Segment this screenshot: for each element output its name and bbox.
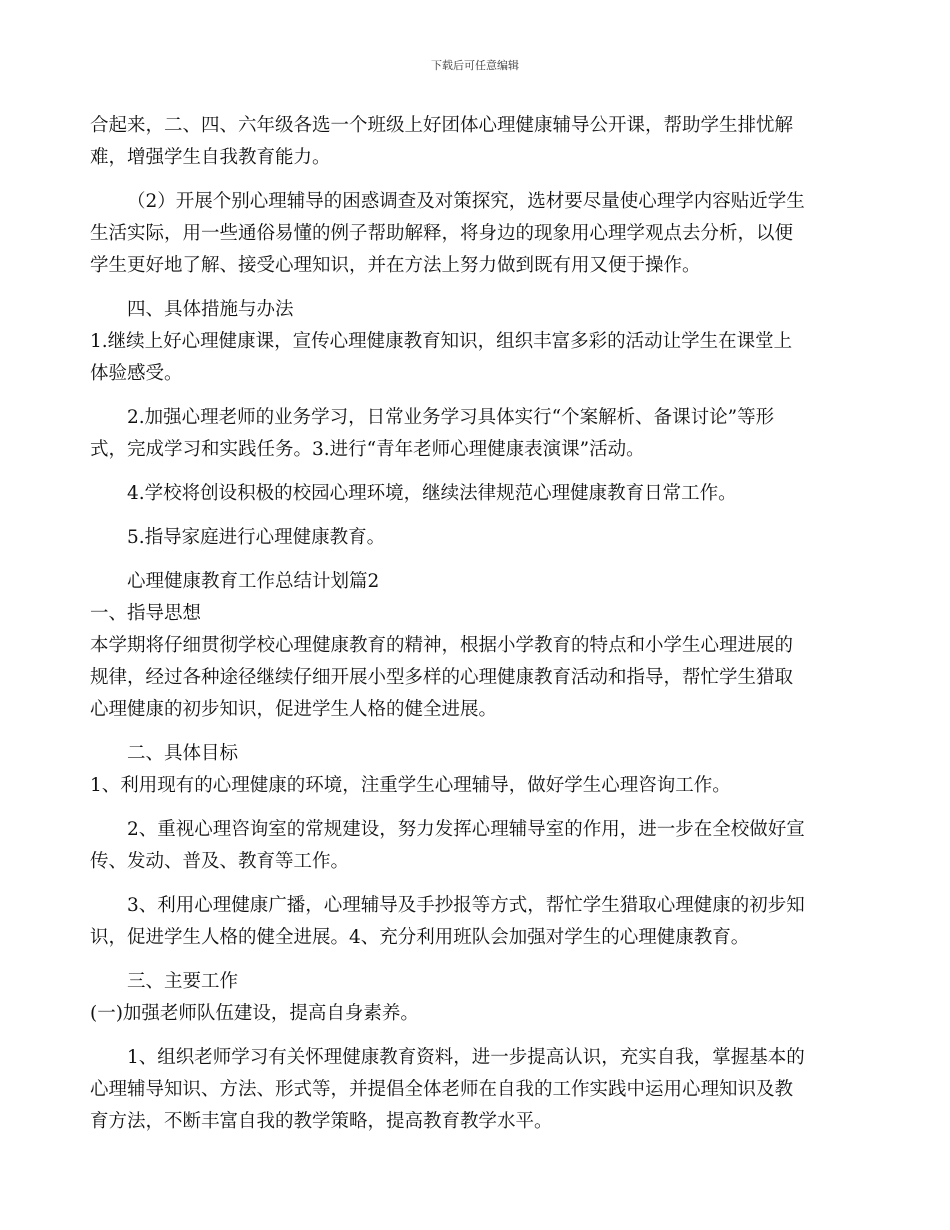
text-line: 识，促进学生人格的健全进展。4、充分利用班队会加强对学生的心理健康教育。 [90,927,750,948]
section-heading: 四、具体措施与办法 [127,299,294,320]
text-line: 心理健康的初步知识，促进学生人格的健全进展。 [90,699,498,720]
text-line: 传、发动、普及、教育等工作。 [90,851,350,872]
text-line: 育方法，不断丰富自我的教学策略，提高教育教学水平。 [90,1111,553,1132]
text-line: 体验感受。 [90,363,183,384]
text-line: 5.指导家庭进行心理健康教育。 [127,527,386,548]
text-line: (一)加强老师队伍建设，提高自身素养。 [90,1003,419,1024]
page-header: 下载后可任意编辑 [431,59,519,72]
text-line: 合起来，二、四、六年级各选一个班级上好团体心理健康辅导公开课，帮助学生排忧解 [90,115,794,136]
text-line: 2、重视心理咨询室的常规建设，努力发挥心理辅导室的作用，进一步在全校做好宣 [127,819,805,840]
text-line: 1、利用现有的心理健康的环境，注重学生心理辅导，做好学生心理咨询工作。 [90,775,731,796]
text-line: （2）开展个别心理辅导的困惑调查及对策探究，选材要尽量使心理学内容贴近学生 [127,191,805,212]
text-line: 难，增强学生自我教育能力。 [90,147,331,168]
text-line: 2.加强心理老师的业务学习，日常业务学习具体实行“个案解析、备课讨论”等形 [127,407,775,428]
section-heading: 一、指导思想 [90,603,202,624]
section-heading: 二、具体目标 [127,743,239,764]
text-line: 1、组织老师学习有关怀理健康教育资料，进一步提高认识，充实自我，掌握基本的 [127,1047,805,1068]
text-line: 规律，经过各种途径继续仔细开展小型多样的心理健康教育活动和指导，帮忙学生猎取 [90,667,794,688]
text-line: 3、利用心理健康广播，心理辅导及手抄报等方式，帮忙学生猎取心理健康的初步知 [127,895,805,916]
text-line: 1.继续上好心理健康课，宣传心理健康教育知识，组织丰富多彩的活动让学生在课堂上 [90,331,793,352]
document-body [90,110,865,1138]
section-heading: 心理健康教育工作总结计划篇2 [127,571,380,592]
text-line: 学生更好地了解、接受心理知识，并在方法上努力做到既有用又便于操作。 [90,255,701,276]
text-line: 生活实际，用一些通俗易懂的例子帮助解释，将身边的现象用心理学观点去分析，以便 [90,223,794,244]
section-heading: 三、主要工作 [127,971,239,992]
text-line: 式，完成学习和实践任务。3.进行“青年老师心理健康表演课”活动。 [90,439,645,460]
text-line: 本学期将仔细贯彻学校心理健康教育的精神，根据小学教育的特点和小学生心理进展的 [90,635,794,656]
text-line: 心理辅导知识、方法、形式等，并提倡全体老师在自我的工作实践中运用心理知识及教 [90,1079,794,1100]
text-line: 4.学校将创设积极的校园心理环境，继续法律规范心理健康教育日常工作。 [127,483,737,504]
